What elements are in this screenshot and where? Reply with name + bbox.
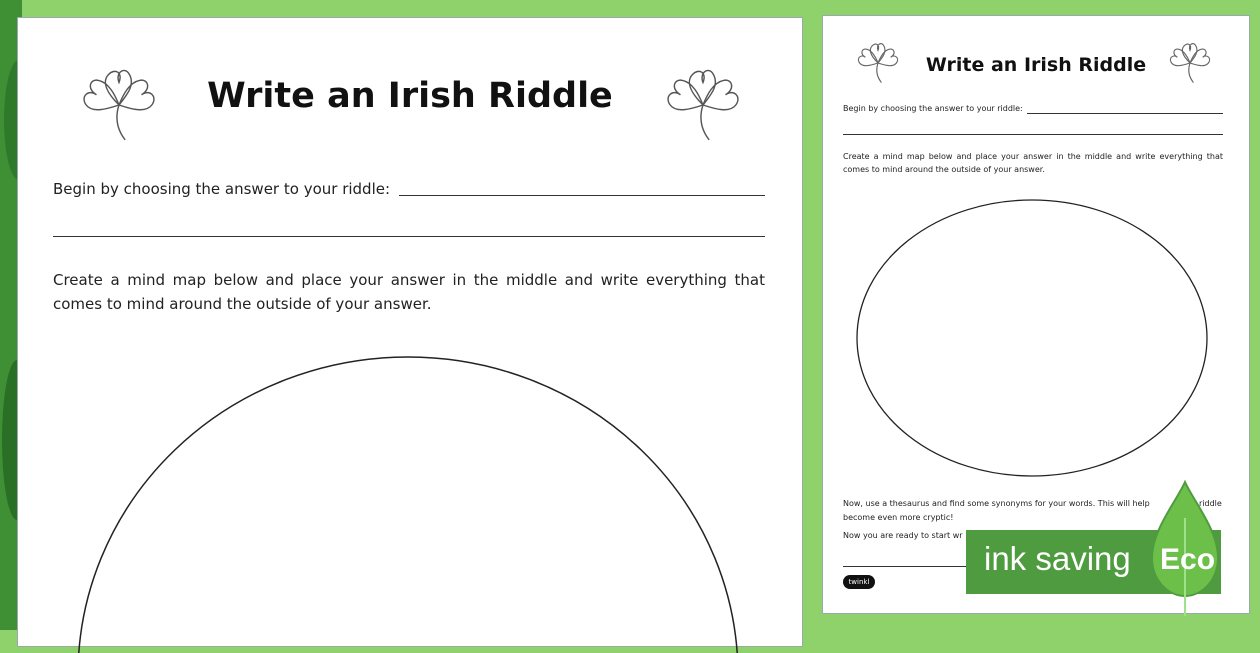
answer-prompt-small: Begin by choosing the answer to your riddle: [843, 104, 1023, 113]
worksheet-title: Write an Irish Riddle [207, 76, 613, 116]
mind-map-oval[interactable] [78, 353, 743, 653]
twinkl-logo: twinkl [843, 575, 875, 589]
ink-saving-label: ink saving [984, 540, 1131, 577]
shamrock-icon [662, 64, 744, 146]
answer-line-2[interactable] [53, 236, 765, 237]
shamrock-icon [1167, 40, 1213, 86]
mind-map-instruction-small: Create a mind map below and place your answer in the middle and write everything that comes to mind around the outside of your answer. [843, 152, 1223, 174]
answer-prompt: Begin by choosing the answer to your riddle: [53, 180, 391, 198]
worksheet-page-large [17, 17, 803, 647]
synonyms-instruction: Now, use a thesaurus and find some synonyms for your words. This will help [843, 499, 1150, 508]
synonyms-instruction-line2: become even more cryptic! [843, 513, 954, 522]
synonyms-instruction-tail: riddle [1199, 499, 1222, 508]
mind-map-instruction: Create a mind map below and place your answer in the middle and write everything that comes to mind around the outside of your answer. [53, 271, 765, 313]
ready-instruction: Now you are ready to start wr [843, 531, 963, 540]
worksheet-title-small: Write an Irish Riddle [925, 54, 1147, 76]
eco-label: Eco [1160, 543, 1216, 576]
shamrock-icon [78, 64, 160, 146]
answer-line-small [1027, 113, 1223, 114]
mind-map-oval-small [855, 198, 1211, 480]
answer-line-small-2 [843, 134, 1223, 135]
answer-line[interactable] [399, 195, 765, 196]
shamrock-icon [855, 40, 901, 86]
ready-line [843, 566, 973, 567]
